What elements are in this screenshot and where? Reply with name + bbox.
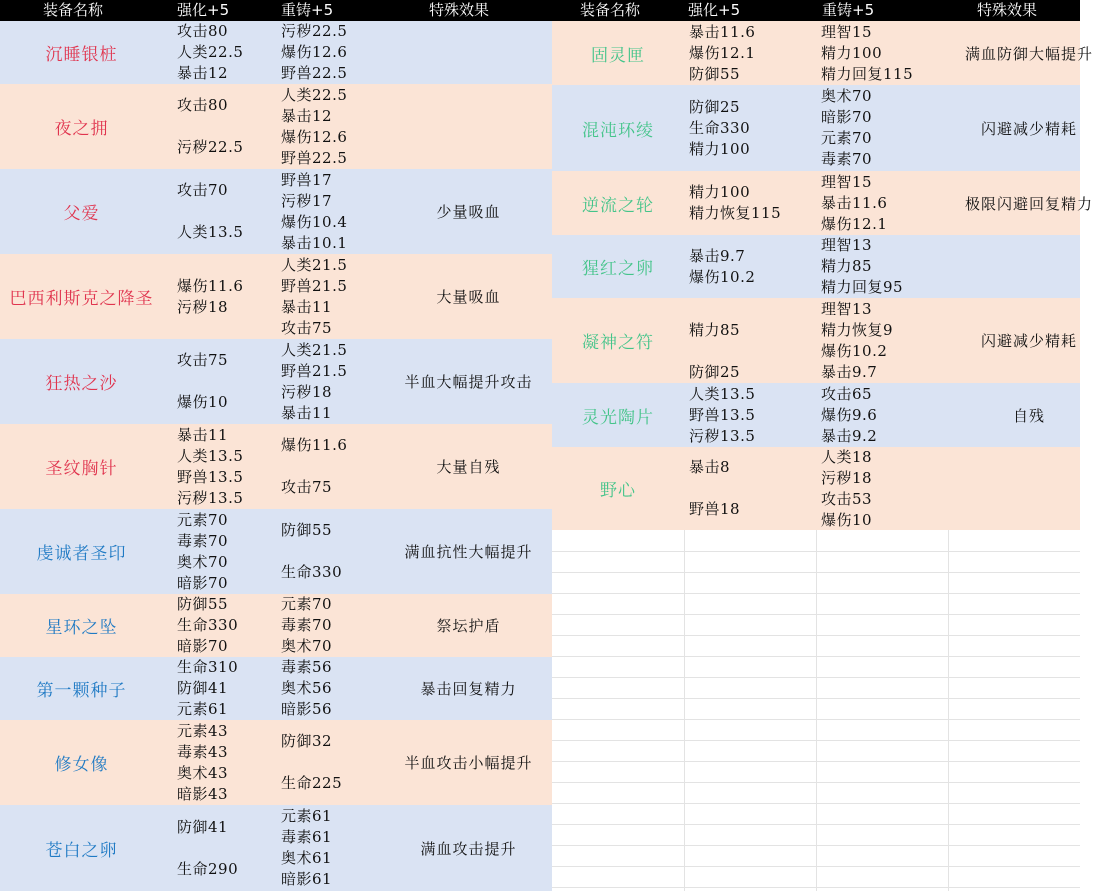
special-effect: 满血防御大幅提升 [964, 44, 1093, 63]
special-effect: 大量吸血 [436, 288, 501, 306]
recast-stat: 奥术70 [821, 87, 873, 105]
equipment-row [0, 254, 552, 339]
enhance-stat: 毒素70 [177, 532, 229, 550]
grid-line [552, 635, 1080, 636]
enhance-stat: 攻击75 [177, 351, 229, 369]
special-effect: 暴击回复精力 [420, 680, 517, 698]
recast-stat: 野兽21.5 [281, 362, 348, 380]
enhance-stat: 暴击12 [177, 64, 229, 82]
recast-stat: 暗影70 [821, 108, 873, 126]
grid-line [552, 551, 1080, 552]
enhance-stat: 精力恢复115 [689, 204, 782, 222]
enhance-stat: 防御55 [689, 65, 741, 83]
equipment-name: 虔诚者圣印 [36, 544, 127, 564]
grid-line [552, 866, 1080, 867]
enhance-stat: 毒素43 [177, 743, 229, 761]
enhance-stat: 污秽13.5 [689, 427, 756, 445]
grid-line [552, 845, 1080, 846]
recast-stat: 元素61 [281, 807, 333, 825]
enhance-stat: 暗影43 [177, 785, 229, 803]
grid-line [552, 761, 1080, 762]
equipment-row [0, 339, 552, 424]
recast-stat: 污秽18 [821, 469, 873, 487]
empty-spreadsheet-grid [552, 530, 1080, 891]
recast-stat: 攻击53 [821, 490, 873, 508]
recast-stat: 理智13 [821, 236, 873, 254]
grid-line [552, 740, 1080, 741]
grid-line [552, 719, 1080, 720]
equipment-row [0, 657, 552, 720]
special-effect: 闪避减少精耗 [980, 332, 1077, 350]
recast-stat: 元素70 [821, 129, 873, 147]
recast-stat: 野兽22.5 [281, 64, 348, 82]
equipment-row [552, 235, 1080, 298]
recast-stat: 暴击11.6 [821, 194, 888, 212]
grid-line [552, 824, 1080, 825]
grid-line [552, 698, 1080, 699]
header-effect: 特殊效果 [977, 1, 1038, 19]
enhance-stat: 暗影70 [177, 574, 229, 592]
equipment-row [0, 594, 552, 657]
equipment-row [0, 84, 552, 169]
equipment-name: 凝神之符 [582, 333, 654, 353]
special-effect: 满血攻击提升 [420, 839, 517, 858]
grid-line [816, 530, 817, 891]
recast-stat: 暴击10.1 [281, 234, 348, 252]
recast-stat: 人类21.5 [281, 341, 348, 359]
grid-line [552, 572, 1080, 573]
recast-stat: 暴击9.2 [821, 427, 878, 445]
enhance-stat: 暴击9.7 [689, 247, 746, 265]
recast-stat: 野兽22.5 [281, 149, 348, 167]
header-name: 装备名称 [580, 1, 641, 19]
enhance-stat: 攻击80 [177, 96, 229, 114]
grid-line [552, 614, 1080, 615]
special-effect [385, 84, 552, 169]
equipment-name: 猩红之卵 [582, 259, 654, 279]
enhance-stat: 污秽13.5 [177, 489, 244, 507]
recast-stat: 爆伤11.6 [281, 436, 348, 454]
equipment-row [0, 720, 552, 805]
enhance-stat: 爆伤12.1 [689, 44, 756, 62]
equipment-name: 修女像 [54, 755, 109, 775]
recast-stat: 野兽17 [281, 171, 333, 189]
enhance-stat: 防御41 [177, 679, 229, 697]
enhance-stat: 爆伤10.2 [689, 268, 756, 286]
enhance-stat: 暗影70 [177, 637, 229, 655]
grid-line [552, 593, 1080, 594]
recast-stat: 人类18 [821, 448, 873, 466]
header-enhance: 强化+5 [688, 1, 741, 19]
recast-stat: 爆伤10 [821, 511, 873, 529]
recast-stat: 防御55 [281, 521, 333, 539]
recast-stat: 暗影56 [281, 700, 333, 718]
equipment-row [0, 424, 552, 509]
enhance-stat: 精力85 [689, 321, 741, 339]
special-effect: 半血攻击小幅提升 [404, 754, 533, 772]
header-enhance: 强化+5 [177, 1, 230, 19]
recast-stat: 暴击12 [281, 107, 333, 125]
equipment-row [552, 171, 1093, 235]
enhance-stat: 元素61 [177, 700, 229, 718]
equipment-name: 星环之坠 [45, 618, 118, 638]
recast-stat: 暴击9.7 [821, 363, 878, 381]
enhance-stat: 野兽13.5 [177, 468, 244, 486]
recast-stat: 生命330 [281, 563, 343, 581]
enhance-stat: 奥术43 [177, 764, 229, 782]
header-recast: 重铸+5 [281, 1, 334, 19]
enhance-stat: 元素70 [177, 511, 229, 529]
equipment-row [0, 805, 552, 891]
recast-stat: 爆伤10.4 [281, 213, 348, 231]
recast-stat: 精力回复95 [821, 278, 904, 296]
special-effect [385, 21, 552, 84]
header-effect: 特殊效果 [429, 1, 490, 19]
equipment-name: 父爱 [63, 204, 100, 224]
recast-stat: 防御32 [281, 732, 333, 750]
recast-stat: 精力恢复9 [821, 321, 894, 339]
recast-stat: 爆伤12.6 [281, 43, 348, 61]
enhance-stat: 元素43 [177, 722, 229, 740]
recast-stat: 暴击11 [281, 298, 333, 316]
enhance-stat: 防御55 [177, 595, 229, 613]
equipment-row [552, 298, 1080, 383]
recast-stat: 攻击65 [821, 385, 873, 403]
recast-stat: 人类21.5 [281, 256, 348, 274]
recast-stat: 爆伤9.6 [821, 406, 878, 424]
equipment-name: 混沌环绫 [582, 120, 654, 141]
grid-line [552, 887, 1080, 888]
enhance-stat: 污秽18 [177, 298, 229, 316]
equipment-row [552, 21, 1093, 85]
grid-line [552, 803, 1080, 804]
enhance-stat: 奥术70 [177, 553, 229, 571]
enhance-stat: 生命330 [689, 119, 751, 137]
special-effect [949, 447, 1109, 530]
grid-line [552, 656, 1080, 657]
equipment-row [0, 169, 552, 254]
equipment-row [552, 383, 1080, 447]
recast-stat: 奥术61 [281, 849, 333, 867]
equipment-name: 逆流之轮 [582, 195, 654, 216]
recast-stat: 暗影61 [281, 870, 333, 888]
recast-stat: 奥术70 [281, 637, 333, 655]
enhance-stat: 野兽13.5 [689, 406, 756, 424]
enhance-stat: 精力100 [689, 140, 751, 158]
equipment-name: 狂热之沙 [45, 374, 118, 394]
enhance-stat: 防御41 [177, 818, 229, 836]
recast-stat: 污秽17 [281, 192, 333, 210]
enhance-stat: 人类22.5 [177, 43, 244, 61]
special-effect: 少量吸血 [436, 203, 501, 221]
enhance-stat: 爆伤11.6 [177, 277, 244, 295]
recast-stat: 爆伤12.1 [821, 215, 888, 233]
grid-line [552, 782, 1080, 783]
enhance-stat: 人类13.5 [177, 447, 244, 465]
recast-stat: 理智13 [821, 300, 873, 318]
enhance-stat: 防御25 [689, 363, 741, 381]
recast-stat: 生命225 [281, 774, 343, 792]
recast-stat: 攻击75 [281, 319, 333, 337]
header-name: 装备名称 [43, 1, 104, 19]
right-header-bar [552, 0, 1080, 21]
enhance-stat: 爆伤10 [177, 393, 229, 411]
left-header-bar [0, 0, 552, 21]
grid-line [948, 530, 949, 891]
recast-stat: 暴击11 [281, 404, 333, 422]
recast-stat: 精力100 [821, 44, 883, 62]
recast-stat: 攻击75 [281, 478, 333, 496]
recast-stat: 污秽22.5 [281, 22, 348, 40]
enhance-stat: 生命310 [177, 658, 239, 676]
equipment-name: 野心 [600, 481, 636, 501]
recast-stat: 人类22.5 [281, 86, 348, 104]
special-effect: 极限闪避回复精力 [964, 194, 1093, 213]
enhance-stat: 防御25 [689, 98, 741, 116]
header-recast: 重铸+5 [822, 1, 875, 19]
enhance-stat: 人类13.5 [689, 385, 756, 403]
equipment-name: 巴西利斯克之降圣 [9, 289, 154, 309]
equipment-name: 苍白之卵 [45, 840, 118, 861]
equipment-name: 灵光陶片 [582, 407, 654, 428]
recast-stat: 奥术56 [281, 679, 333, 697]
special-effect: 满血抗性大幅提升 [404, 543, 533, 561]
enhance-stat: 暴击8 [689, 458, 731, 476]
equipment-row [0, 509, 552, 594]
recast-stat: 爆伤10.2 [821, 342, 888, 360]
special-effect: 祭坛护盾 [436, 617, 501, 635]
equipment-row [552, 447, 1080, 530]
recast-stat: 理智15 [821, 23, 873, 41]
recast-stat: 毒素70 [281, 616, 333, 634]
enhance-stat: 人类13.5 [177, 223, 244, 241]
special-effect: 闪避减少精耗 [980, 119, 1077, 138]
recast-stat: 爆伤12.6 [281, 128, 348, 146]
equipment-name: 第一颗种子 [36, 681, 127, 701]
recast-stat: 理智15 [821, 173, 873, 191]
enhance-stat: 生命290 [177, 860, 239, 878]
enhance-stat: 污秽22.5 [177, 138, 244, 156]
special-effect: 大量自残 [436, 458, 501, 476]
grid-line [552, 677, 1080, 678]
special-effect: 半血大幅提升攻击 [404, 373, 533, 391]
enhance-stat: 生命330 [177, 616, 239, 634]
recast-stat: 精力回复115 [821, 65, 914, 83]
enhance-stat: 精力100 [689, 183, 751, 201]
recast-stat: 毒素61 [281, 828, 333, 846]
recast-stat: 精力85 [821, 257, 873, 275]
grid-line [684, 530, 685, 891]
recast-stat: 毒素56 [281, 658, 333, 676]
recast-stat: 污秽18 [281, 383, 333, 401]
enhance-stat: 攻击80 [177, 22, 229, 40]
recast-stat: 毒素70 [821, 150, 873, 168]
enhance-stat: 野兽18 [689, 500, 741, 518]
equipment-row [0, 21, 552, 84]
equipment-row [552, 85, 1080, 171]
special-effect: 自残 [1012, 406, 1045, 425]
recast-stat: 元素70 [281, 595, 333, 613]
enhance-stat: 攻击70 [177, 181, 229, 199]
equipment-name: 固灵匣 [591, 45, 645, 66]
special-effect [949, 235, 1109, 298]
equipment-name: 夜之拥 [54, 119, 109, 139]
recast-stat: 野兽21.5 [281, 277, 348, 295]
enhance-stat: 暴击11.6 [689, 23, 756, 41]
enhance-stat: 暴击11 [177, 426, 229, 444]
equipment-name: 沉睡银桩 [45, 45, 118, 65]
equipment-name: 圣纹胸针 [45, 459, 118, 479]
